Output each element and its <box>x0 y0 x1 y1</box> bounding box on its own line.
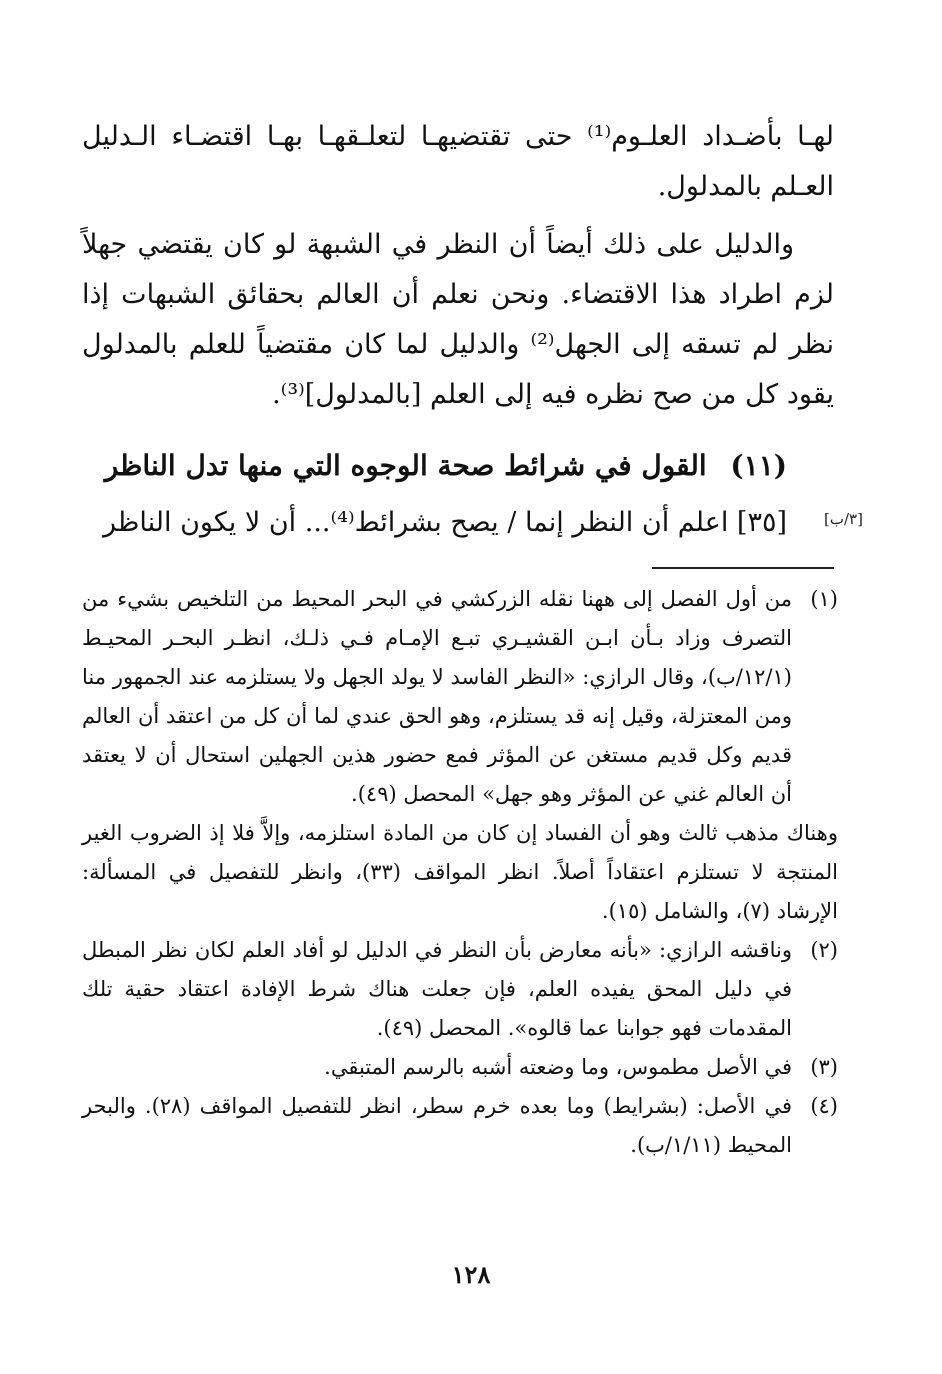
footnote-1 <box>82 580 838 814</box>
section-number: (١١) <box>730 449 787 482</box>
footnote-number: (٢) <box>810 938 838 962</box>
footnote-text: في الأصل مطموس، وما وضعته أشبه بالرسم المتبقي. <box>324 1055 792 1079</box>
footnote-number: (٣) <box>810 1055 838 1079</box>
main-text <box>82 112 834 420</box>
footnote-text: وناقشه الرازي: «بأنه معارض بأن النظر في الدليل لو أفاد العلم لكان نظر المبطل في دليل المحق يفيده العلم، فإن جعلت هناك شرط الإفادة اعتقاد حقية تلك المقدمات فهو جوابنا عما قالوه». المحصل (٤٩). <box>82 938 792 1040</box>
footnote-number: (١) <box>810 587 838 611</box>
footnote-1-continued <box>82 814 838 931</box>
paragraph-1: لهـا بأضـداد العلـوم⁽¹⁾ حتى تقتضيهـا لتعلـقهـا بهـا اقتضـاء الـدليل العـلم بالمدلول. <box>82 121 834 202</box>
paragraph-35-line: [٣٥] اعلم أن النظر إنما / يصح بشرائط⁽⁴⁾... أن لا يكون الناظر <box>103 507 787 538</box>
footnote-separator <box>652 567 834 569</box>
footnote-text: في الأصل: (بشرايط) وما بعده خرم سطر، انظر للتفصيل المواقف (٢٨). والبحر المحيط (١/١١/ب). <box>82 1094 792 1157</box>
section-heading <box>82 445 787 487</box>
footnote-text: وهناك مذهب ثالث وهو أن الفساد إن كان من المادة استلزمه، وإلاَّ فلا إذ الضروب الغير المنتجة لا تستلزم اعتقاداً أصلاً. انظر المواقف (٣٣)، وانظر للتفصيل في المسألة: الإرشاد (٧)، والشامل (١٥). <box>82 821 838 923</box>
footnote-number: (٤) <box>810 1094 838 1118</box>
paragraph-2: والدليل على ذلك أيضاً أن النظر في الشبهة لو كان يقتضي جهلاً لزم اطراد هذا الاقتضاء. ونحن نعلم أن العالم بحقائق الشبهات إذا نظر لم تسقه إلى الجهل⁽²⁾ والدليل لما كان مقتضياً للعلم بالمدلول يقود كل من صح نظره فيه إلى العلم [بالمدلول]⁽³⁾. <box>82 229 834 410</box>
footnote-3 <box>82 1048 838 1087</box>
manuscript-folio-note: [٣/ب] <box>824 510 863 528</box>
footnotes <box>82 580 838 1165</box>
footnote-2 <box>82 931 838 1048</box>
page-number: ١٢٨ <box>451 1260 491 1289</box>
footnote-4 <box>82 1087 838 1165</box>
footnote-text: من أول الفصل إلى ههنا نقله الزركشي في البحر المحيط من التلخيص بشيء من التصرف وزاد بـأن ابـن القشيـري تبـع الإمـام فـي ذلـك، انظـر البحـر المحيـط (١٢/١/ب)، وقال الرازي: «النظر الفاسد لا يولد الجهل ولا يستلزمه عند الجمهور منا ومن المعتزلة، وقيل إنه قد يستلزم، وهو الحق عندي لما أن كل من اعتقد أن العالم قديم وكل قديم مستغن عن المؤثر فمع حضور هذين الجهلين استحال أن لا يعتقد أن العالم غني عن المؤثر وهو جهل» المحصل (٤٩). <box>82 587 792 806</box>
section-title: القول في شرائط صحة الوجوه التي منها تدل الناظر <box>104 449 707 482</box>
